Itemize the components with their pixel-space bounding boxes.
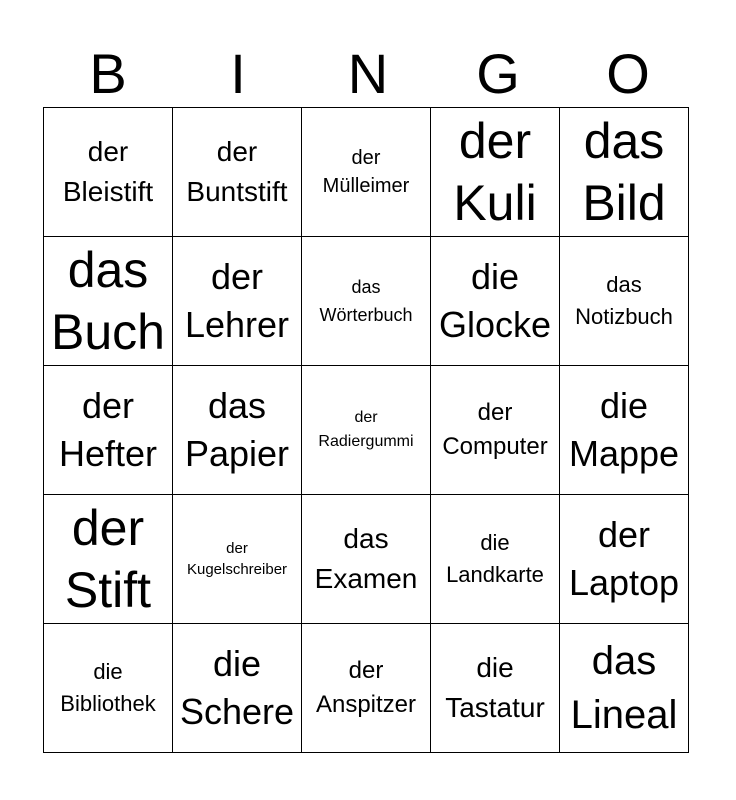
cell-article: das [591, 639, 657, 683]
cell-noun: Bleistift [62, 176, 154, 207]
grid-row [44, 237, 689, 366]
cell-noun: Landkarte [446, 562, 544, 587]
cell-article: der [477, 399, 513, 426]
bingo-cell[interactable] [431, 108, 560, 237]
cell-article: die [93, 659, 123, 684]
cell-noun: Schere [179, 691, 295, 732]
cell-noun: Hefter [58, 433, 158, 474]
cell-noun: Computer [442, 433, 548, 460]
cell-article: der [458, 113, 532, 169]
cell-noun: Buch [51, 304, 165, 360]
bingo-cell[interactable] [431, 237, 560, 366]
grid-row [44, 366, 689, 495]
cell-article: der [81, 385, 135, 426]
cell-noun: Bibliothek [60, 691, 156, 716]
bingo-cell[interactable] [560, 237, 689, 366]
cell-article: die [599, 385, 649, 426]
cell-article: das [67, 242, 149, 298]
cell-article: der [87, 136, 129, 167]
cell-noun: Tastatur [445, 692, 545, 723]
bingo-cell[interactable] [173, 495, 302, 624]
bingo-cell[interactable] [560, 366, 689, 495]
bingo-cell[interactable] [431, 624, 560, 753]
grid-row [44, 624, 689, 753]
bingo-cell[interactable] [302, 495, 431, 624]
bingo-cell[interactable] [44, 366, 173, 495]
cell-noun: Wörterbuch [319, 305, 413, 325]
bingo-cell[interactable] [431, 495, 560, 624]
cell-article: die [212, 643, 262, 684]
cell-article: die [480, 530, 510, 555]
cell-noun: Stift [64, 562, 152, 618]
cell-article: der [597, 514, 651, 555]
cell-article: das [351, 277, 381, 297]
cell-noun: Glocke [438, 304, 552, 345]
cell-article: der [210, 256, 264, 297]
bingo-cell[interactable] [302, 237, 431, 366]
bingo-cell[interactable] [44, 624, 173, 753]
cell-article: der [226, 540, 248, 557]
cell-noun: Papier [184, 433, 290, 474]
bingo-grid [43, 107, 689, 753]
bingo-cell[interactable] [560, 108, 689, 237]
bingo-cell[interactable] [44, 495, 173, 624]
cell-article: der [354, 409, 378, 426]
bingo-cell[interactable] [560, 624, 689, 753]
cell-noun: Kugelschreiber [186, 561, 288, 578]
cell-article: der [216, 136, 258, 167]
cell-noun: Kuli [453, 175, 537, 231]
cell-article: die [476, 652, 514, 683]
cell-article: der [71, 500, 145, 556]
grid-row [44, 495, 689, 624]
bingo-cell[interactable] [560, 495, 689, 624]
cell-noun: Mülleimer [322, 175, 410, 197]
cell-noun: Notizbuch [575, 304, 673, 329]
cell-noun: Anspitzer [315, 691, 417, 718]
bingo-cell[interactable] [302, 108, 431, 237]
cell-noun: Buntstift [186, 176, 288, 207]
bingo-cell[interactable] [173, 624, 302, 753]
header-letter-b: B [89, 42, 127, 105]
cell-noun: Laptop [568, 562, 680, 603]
cell-article: das [583, 113, 665, 169]
header-letter-o: O [606, 42, 650, 105]
cell-article: die [470, 256, 520, 297]
bingo-cell[interactable] [173, 237, 302, 366]
header-letter-g: G [476, 42, 520, 105]
cell-noun: Mappe [568, 433, 680, 474]
bingo-header [43, 40, 693, 108]
bingo-cell[interactable] [173, 366, 302, 495]
grid-row [44, 108, 689, 237]
cell-article: der [348, 657, 384, 684]
header-letter-i: I [230, 42, 246, 105]
cell-noun: Radiergummi [318, 433, 414, 450]
cell-article: der [351, 147, 381, 169]
cell-noun: Bild [582, 175, 666, 231]
cell-noun: Examen [314, 563, 418, 594]
cell-noun: Lehrer [184, 304, 290, 345]
cell-article: das [343, 523, 389, 554]
bingo-cell[interactable] [302, 366, 431, 495]
header-letter-n: N [347, 42, 389, 105]
bingo-cell[interactable] [173, 108, 302, 237]
cell-noun: Lineal [570, 693, 678, 737]
bingo-cell[interactable] [44, 108, 173, 237]
cell-article: das [606, 272, 642, 297]
bingo-cell[interactable] [302, 624, 431, 753]
bingo-cell[interactable] [44, 237, 173, 366]
cell-article: das [207, 385, 267, 426]
bingo-cell[interactable] [431, 366, 560, 495]
